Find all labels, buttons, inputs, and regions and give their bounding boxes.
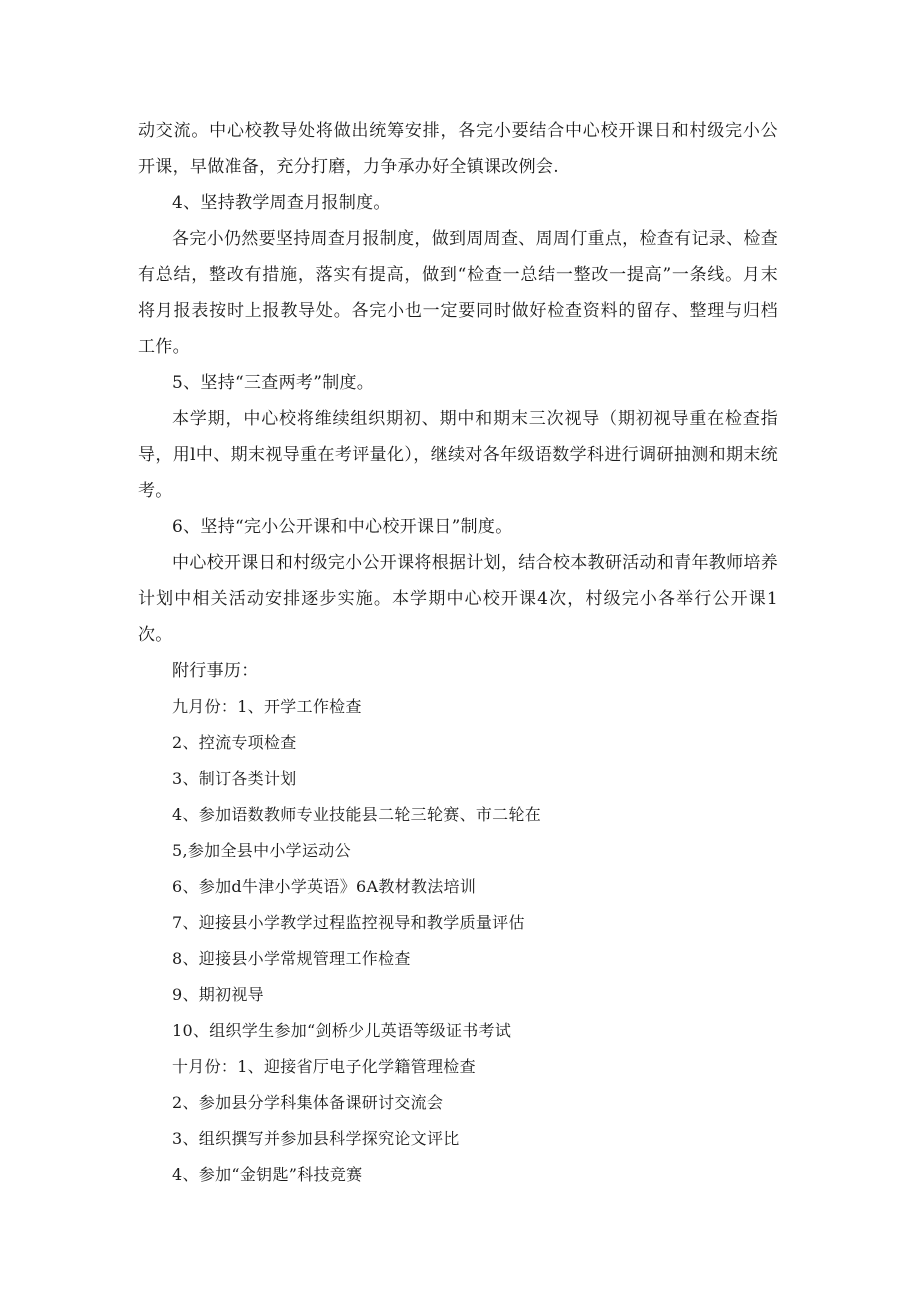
calendar-item: 九月份：1、开学工作检查 <box>172 697 362 716</box>
paragraph-three-checks-two-exams: 本学期，中心校将维续组织期初、期中和期末三次视导（期初视导重在检查指导，用l中、期末视导重在考评量化），继续对各年级语数学科进行调研抽测和期末统考。 <box>138 409 778 501</box>
calendar-item: 9、期初视导 <box>172 985 264 1004</box>
calendar-item: 8、迎接县小学常规管理工作检查 <box>172 949 411 968</box>
document-page <box>138 113 778 1193</box>
heading-three-checks-two-exams: 5、坚持“三查两考”制度。 <box>172 373 375 393</box>
calendar-item: 10、组织学生参加“剑桥少儿英语等级证书考试 <box>172 1021 512 1040</box>
calendar-item: 3、制订各类计划 <box>172 769 297 788</box>
calendar-list <box>138 689 778 1193</box>
calendar-item: 十月份：1、迎接省厅电子化学籍管理检查 <box>172 1057 476 1076</box>
calendar-item: 4、参加语数教师专业技能县二轮三轮赛、市二轮在 <box>172 805 542 824</box>
heading-weekly-monthly-report: 4、坚持教学周查月报制度。 <box>172 193 391 213</box>
calendar-item: 2、控流专项检查 <box>172 733 297 752</box>
calendar-title: 附行事历： <box>172 661 259 681</box>
calendar-item: 2、参加县分学科集体备课研讨交流会 <box>172 1093 444 1112</box>
calendar-item: 3、组织撰写并参加县科学探究论文评比 <box>172 1129 460 1148</box>
paragraph-open-class-system: 中心校开课日和村级完小公开课将根据计划，结合校本教研活动和青年教师培养计划中相关活动安排逐步实施。本学期中心校开课4次，村级完小各举行公开课1次。 <box>138 553 778 645</box>
calendar-item: 4、参加“金钥匙”科技竞赛 <box>172 1165 363 1184</box>
paragraph-course-reform-meeting: 动交流。中心校教导处将做出统筹安排，各完小要结合中心校开课日和村级完小公开课，早做准备，充分打磨，力争承办好全镇课改例会. <box>138 121 778 177</box>
paragraph-weekly-monthly-report: 各完小仍然要坚持周查月报制度，做到周周查、周周仃重点，检查有记录、检查有总结，整改有措施，落实有提高，做到“检查一总结一整改一提高”一条线。月末将月报表按时上报教导处。各完小也一定要同时做好检查资料的留存、整理与归档工作。 <box>138 229 778 357</box>
calendar-item: 7、迎接县小学教学过程监控视导和教学质量评估 <box>172 913 525 932</box>
calendar-item: 6、参加d牛津小学英语》6A教材教法培训 <box>172 877 477 896</box>
heading-open-class-system: 6、坚持“完小公开课和中心校开课日”制度。 <box>172 517 513 537</box>
calendar-item: 5,参加全县中小学运动公 <box>172 841 351 860</box>
